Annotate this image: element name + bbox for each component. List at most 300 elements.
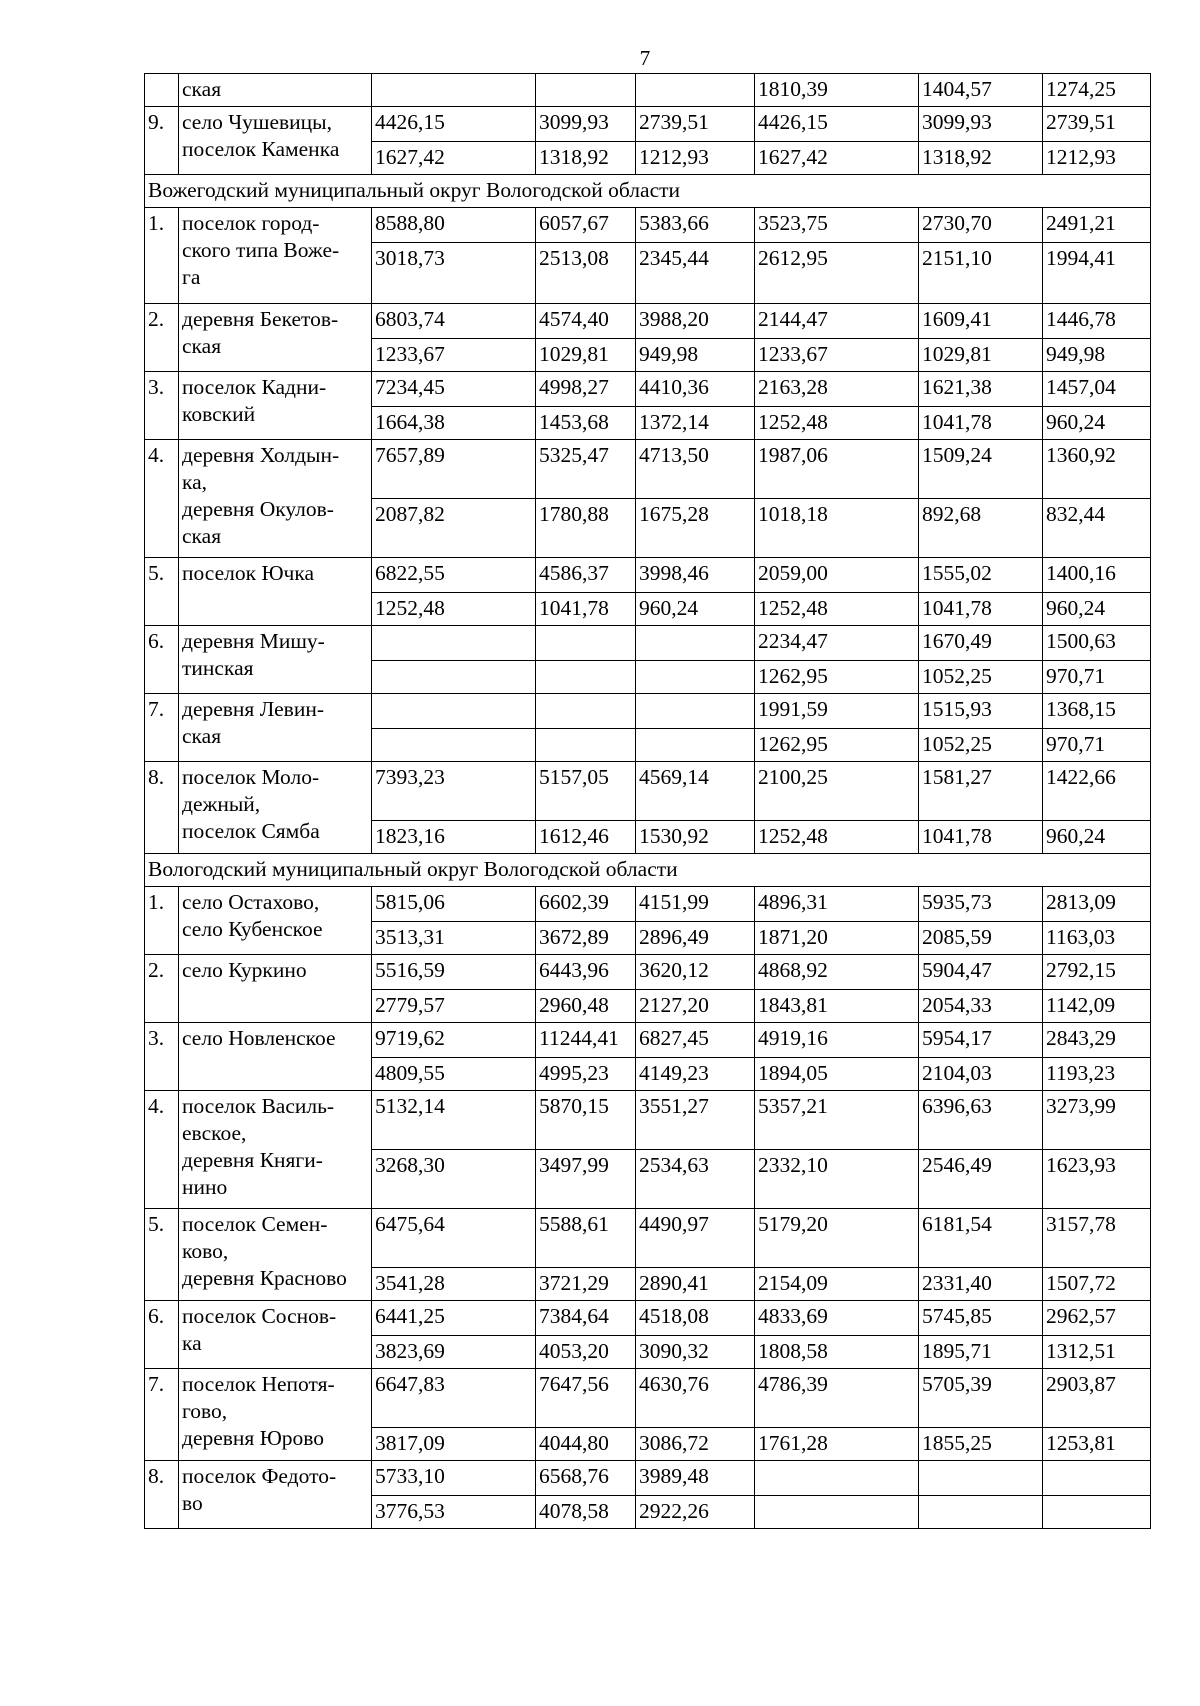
value-cell	[1043, 1496, 1151, 1529]
item-number: 9.	[145, 107, 179, 175]
value-cell: 960,24	[1043, 821, 1151, 854]
tariff-table	[144, 73, 1151, 1529]
value-cell: 2739,51	[636, 107, 755, 142]
value-cell: 1555,02	[919, 558, 1043, 593]
settlement-name-line: ково,	[182, 1239, 229, 1263]
value-cell: 2962,57	[1043, 1301, 1151, 1336]
value-cell: 2792,15	[1043, 955, 1151, 990]
value-cell: 1142,09	[1043, 990, 1151, 1023]
settlement-name-line: деревня Юрово	[182, 1426, 325, 1450]
value-cell	[636, 626, 755, 661]
value-cell: 6441,25	[372, 1301, 536, 1336]
value-cell: 3497,99	[536, 1150, 636, 1209]
value-cell: 1457,04	[1043, 372, 1151, 407]
value-cell: 892,68	[919, 499, 1043, 558]
value-cell: 2534,63	[636, 1150, 755, 1209]
value-cell: 5745,85	[919, 1301, 1043, 1336]
settlement-name	[179, 762, 372, 854]
value-cell: 4044,80	[536, 1428, 636, 1461]
value-cell: 4574,40	[536, 304, 636, 339]
value-cell: 3523,75	[755, 208, 919, 243]
value-cell: 4053,20	[536, 1336, 636, 1369]
value-cell: 960,24	[1043, 407, 1151, 440]
value-cell: 1052,25	[919, 661, 1043, 694]
value-cell: 1368,15	[1043, 694, 1151, 729]
value-cell: 1252,48	[372, 593, 536, 626]
value-cell: 8588,80	[372, 208, 536, 243]
settlement-name-line: ская	[182, 724, 222, 748]
settlement-name-line: село Остахово,	[182, 890, 320, 914]
settlement-name-line: деревня Мишу-	[182, 629, 325, 653]
item-number: 8.	[145, 1461, 179, 1529]
value-cell: 1041,78	[919, 821, 1043, 854]
settlement-name-line: ского типа Воже-	[182, 238, 340, 262]
value-cell: 3998,46	[636, 558, 755, 593]
value-cell: 4868,92	[755, 955, 919, 990]
value-cell: 2843,29	[1043, 1023, 1151, 1058]
settlement-name	[179, 107, 372, 175]
value-cell: 4149,23	[636, 1058, 755, 1091]
value-cell: 4151,99	[636, 887, 755, 922]
value-cell: 9719,62	[372, 1023, 536, 1058]
value-cell: 2890,41	[636, 1268, 755, 1301]
value-cell: 1052,25	[919, 729, 1043, 762]
value-cell: 960,24	[1043, 593, 1151, 626]
settlement-name-line: село Новленское	[182, 1026, 336, 1050]
value-cell	[636, 74, 755, 107]
value-cell: 6827,45	[636, 1023, 755, 1058]
settlement-name	[179, 626, 372, 694]
value-cell: 1823,16	[372, 821, 536, 854]
value-cell: 1163,03	[1043, 922, 1151, 955]
value-cell: 5815,06	[372, 887, 536, 922]
settlement-name	[179, 1369, 372, 1461]
value-cell	[536, 74, 636, 107]
value-cell: 960,24	[636, 593, 755, 626]
table-row	[145, 74, 1151, 107]
value-cell: 1212,93	[1043, 142, 1151, 175]
value-cell: 2730,70	[919, 208, 1043, 243]
value-cell: 2127,20	[636, 990, 755, 1023]
value-cell: 1627,42	[372, 142, 536, 175]
value-cell: 5870,15	[536, 1091, 636, 1150]
settlement-name	[179, 1461, 372, 1529]
value-cell: 7393,23	[372, 762, 536, 821]
value-cell: 1670,49	[919, 626, 1043, 661]
settlement-name-line: поселок Ючка	[182, 561, 315, 585]
value-cell: 1253,81	[1043, 1428, 1151, 1461]
value-cell: 3273,99	[1043, 1091, 1151, 1150]
table-row	[145, 372, 1151, 407]
value-cell: 4078,58	[536, 1496, 636, 1529]
table-row	[145, 626, 1151, 661]
value-cell: 1612,46	[536, 821, 636, 854]
item-number: 6.	[145, 1301, 179, 1369]
settlement-name-line: село Кубенское	[182, 917, 323, 941]
value-cell: 6822,55	[372, 558, 536, 593]
table-row	[145, 762, 1151, 821]
value-cell: 2896,49	[636, 922, 755, 955]
settlement-name-line: деревня Красново	[182, 1266, 347, 1290]
value-cell: 1252,48	[755, 821, 919, 854]
settlement-name-line: ка	[182, 1331, 202, 1355]
value-cell: 1780,88	[536, 499, 636, 558]
item-number: 5.	[145, 558, 179, 626]
value-cell: 2332,10	[755, 1150, 919, 1209]
value-cell: 1994,41	[1043, 243, 1151, 304]
value-cell: 2154,09	[755, 1268, 919, 1301]
value-cell: 3086,72	[636, 1428, 755, 1461]
value-cell: 832,44	[1043, 499, 1151, 558]
value-cell: 2960,48	[536, 990, 636, 1023]
value-cell: 1041,78	[919, 593, 1043, 626]
settlement-name	[179, 558, 372, 626]
value-cell	[372, 729, 536, 762]
value-cell: 949,98	[636, 339, 755, 372]
value-cell: 2903,87	[1043, 1369, 1151, 1428]
value-cell: 6057,67	[536, 208, 636, 243]
value-cell: 1623,93	[1043, 1150, 1151, 1209]
value-cell: 4410,36	[636, 372, 755, 407]
settlement-name-line: поселок Моло-	[182, 765, 320, 789]
value-cell: 3817,09	[372, 1428, 536, 1461]
value-cell: 1810,39	[755, 74, 919, 107]
value-cell: 4919,16	[755, 1023, 919, 1058]
value-cell: 1262,95	[755, 661, 919, 694]
value-cell: 2059,00	[755, 558, 919, 593]
value-cell: 1627,42	[755, 142, 919, 175]
value-cell: 1446,78	[1043, 304, 1151, 339]
table-row	[145, 1369, 1151, 1428]
value-cell	[372, 74, 536, 107]
value-cell: 1212,93	[636, 142, 755, 175]
value-cell: 2144,47	[755, 304, 919, 339]
value-cell: 1621,38	[919, 372, 1043, 407]
value-cell: 1404,57	[919, 74, 1043, 107]
value-cell: 1372,14	[636, 407, 755, 440]
item-number: 3.	[145, 372, 179, 440]
value-cell: 3513,31	[372, 922, 536, 955]
settlement-name-line: гово,	[182, 1399, 228, 1423]
value-cell: 1500,63	[1043, 626, 1151, 661]
value-cell: 1664,38	[372, 407, 536, 440]
value-cell: 5325,47	[536, 440, 636, 499]
value-cell: 5157,05	[536, 762, 636, 821]
settlement-name-line: село Куркино	[182, 958, 307, 982]
value-cell: 1400,16	[1043, 558, 1151, 593]
value-cell: 6443,96	[536, 955, 636, 990]
section-header-row	[145, 175, 1151, 208]
value-cell: 3099,93	[536, 107, 636, 142]
settlement-name-line: деревня Левин-	[182, 697, 324, 721]
settlement-name-line: деревня Княги-	[182, 1148, 323, 1172]
value-cell: 1581,27	[919, 762, 1043, 821]
value-cell: 5954,17	[919, 1023, 1043, 1058]
value-cell: 970,71	[1043, 661, 1151, 694]
value-cell: 11244,41	[536, 1023, 636, 1058]
settlement-name-line: во	[182, 1491, 203, 1515]
value-cell: 2739,51	[1043, 107, 1151, 142]
value-cell: 6803,74	[372, 304, 536, 339]
value-cell: 1233,67	[755, 339, 919, 372]
value-cell: 7657,89	[372, 440, 536, 499]
value-cell	[919, 1461, 1043, 1496]
value-cell: 1808,58	[755, 1336, 919, 1369]
value-cell: 3541,28	[372, 1268, 536, 1301]
settlement-name-line: ская	[182, 77, 222, 101]
value-cell: 1041,78	[919, 407, 1043, 440]
table-row	[145, 955, 1151, 990]
value-cell: 4630,76	[636, 1369, 755, 1428]
settlement-name-line: поселок Семен-	[182, 1212, 328, 1236]
value-cell: 2513,08	[536, 243, 636, 304]
value-cell: 1029,81	[919, 339, 1043, 372]
value-cell: 4713,50	[636, 440, 755, 499]
value-cell: 4518,08	[636, 1301, 755, 1336]
item-number: 4.	[145, 440, 179, 558]
settlement-name	[179, 372, 372, 440]
value-cell: 1855,25	[919, 1428, 1043, 1461]
value-cell	[536, 694, 636, 729]
value-cell: 3989,48	[636, 1461, 755, 1496]
value-cell: 2234,47	[755, 626, 919, 661]
value-cell: 1530,92	[636, 821, 755, 854]
item-number: 3.	[145, 1023, 179, 1091]
value-cell: 2054,33	[919, 990, 1043, 1023]
table-row	[145, 1209, 1151, 1268]
value-cell	[372, 661, 536, 694]
table-body	[145, 74, 1151, 1529]
value-cell	[755, 1461, 919, 1496]
table-row	[145, 558, 1151, 593]
settlement-name-line: поселок Непотя-	[182, 1372, 335, 1396]
value-cell: 3157,78	[1043, 1209, 1151, 1268]
table-row	[145, 1301, 1151, 1336]
value-cell: 3018,73	[372, 243, 536, 304]
value-cell: 4569,14	[636, 762, 755, 821]
value-cell: 2331,40	[919, 1268, 1043, 1301]
table-row	[145, 1091, 1151, 1150]
value-cell: 1274,25	[1043, 74, 1151, 107]
value-cell: 1360,92	[1043, 440, 1151, 499]
settlement-name	[179, 208, 372, 304]
settlement-name-line: поселок Кадни-	[182, 375, 327, 399]
section-header-row	[145, 854, 1151, 887]
settlement-name	[179, 1023, 372, 1091]
value-cell	[755, 1496, 919, 1529]
value-cell: 1318,92	[919, 142, 1043, 175]
value-cell: 6396,63	[919, 1091, 1043, 1150]
value-cell: 1675,28	[636, 499, 755, 558]
value-cell: 1312,51	[1043, 1336, 1151, 1369]
value-cell: 970,71	[1043, 729, 1151, 762]
settlement-name-line: деревня Холдын-	[182, 443, 340, 467]
settlement-name-line: поселок Василь-	[182, 1094, 335, 1118]
value-cell: 1895,71	[919, 1336, 1043, 1369]
settlement-name-line: поселок Каменка	[182, 137, 340, 161]
value-cell	[536, 729, 636, 762]
value-cell: 1987,06	[755, 440, 919, 499]
value-cell: 1991,59	[755, 694, 919, 729]
value-cell: 2085,59	[919, 922, 1043, 955]
value-cell: 2151,10	[919, 243, 1043, 304]
value-cell	[636, 729, 755, 762]
settlement-name-line: ковский	[182, 402, 256, 426]
value-cell: 1262,95	[755, 729, 919, 762]
value-cell: 5516,59	[372, 955, 536, 990]
value-cell: 1041,78	[536, 593, 636, 626]
value-cell: 1018,18	[755, 499, 919, 558]
settlement-name-line: тинская	[182, 656, 254, 680]
value-cell: 1233,67	[372, 339, 536, 372]
value-cell: 2087,82	[372, 499, 536, 558]
value-cell: 1507,72	[1043, 1268, 1151, 1301]
value-cell: 5904,47	[919, 955, 1043, 990]
settlement-name-line: евское,	[182, 1121, 247, 1145]
item-number: 2.	[145, 955, 179, 1023]
value-cell: 3551,27	[636, 1091, 755, 1150]
settlement-name-line: ская	[182, 524, 222, 548]
settlement-name-line: поселок город-	[182, 211, 320, 235]
value-cell: 2922,26	[636, 1496, 755, 1529]
value-cell: 1871,20	[755, 922, 919, 955]
item-number: 2.	[145, 304, 179, 372]
value-cell: 2100,25	[755, 762, 919, 821]
item-number: 5.	[145, 1209, 179, 1301]
section-title: Вожегодский муниципальный округ Вологодской области	[145, 175, 1151, 208]
item-number: 7.	[145, 1369, 179, 1461]
value-cell: 949,98	[1043, 339, 1151, 372]
value-cell: 4896,31	[755, 887, 919, 922]
value-cell: 4426,15	[755, 107, 919, 142]
value-cell: 3620,12	[636, 955, 755, 990]
settlement-name	[179, 955, 372, 1023]
settlement-name-line: деревня Бекетов-	[182, 307, 339, 331]
table-row	[145, 440, 1151, 499]
value-cell: 2163,28	[755, 372, 919, 407]
value-cell: 1252,48	[755, 407, 919, 440]
value-cell: 2779,57	[372, 990, 536, 1023]
settlement-name	[179, 440, 372, 558]
item-number: 7.	[145, 694, 179, 762]
value-cell: 7234,45	[372, 372, 536, 407]
settlement-name-line: поселок Федото-	[182, 1464, 337, 1488]
settlement-name-line: поселок Соснов-	[182, 1304, 337, 1328]
value-cell: 6647,83	[372, 1369, 536, 1428]
value-cell: 5705,39	[919, 1369, 1043, 1428]
settlement-name-line: дежный,	[182, 792, 261, 816]
settlement-name-line: деревня Окулов-	[182, 497, 334, 521]
value-cell: 2546,49	[919, 1150, 1043, 1209]
value-cell: 4809,55	[372, 1058, 536, 1091]
value-cell: 5132,14	[372, 1091, 536, 1150]
value-cell: 4786,39	[755, 1369, 919, 1428]
item-number: 8.	[145, 762, 179, 854]
value-cell: 2612,95	[755, 243, 919, 304]
table-row	[145, 208, 1151, 243]
value-cell: 5733,10	[372, 1461, 536, 1496]
value-cell: 5357,21	[755, 1091, 919, 1150]
item-number: 6.	[145, 626, 179, 694]
table-row	[145, 1461, 1151, 1496]
value-cell: 3090,32	[636, 1336, 755, 1369]
value-cell: 1029,81	[536, 339, 636, 372]
value-cell	[636, 661, 755, 694]
value-cell: 6181,54	[919, 1209, 1043, 1268]
value-cell: 2104,03	[919, 1058, 1043, 1091]
table-row	[145, 887, 1151, 922]
table-row	[145, 1023, 1151, 1058]
value-cell: 4995,23	[536, 1058, 636, 1091]
value-cell: 4998,27	[536, 372, 636, 407]
settlement-name	[179, 74, 372, 107]
value-cell: 4426,15	[372, 107, 536, 142]
settlement-name-line: село Чушевицы,	[182, 110, 333, 134]
table-row	[145, 304, 1151, 339]
value-cell: 2813,09	[1043, 887, 1151, 922]
settlement-name	[179, 1301, 372, 1369]
table-row	[145, 694, 1151, 729]
table-row	[145, 107, 1151, 142]
value-cell: 5383,66	[636, 208, 755, 243]
value-cell	[919, 1496, 1043, 1529]
settlement-name	[179, 887, 372, 955]
value-cell: 1422,66	[1043, 762, 1151, 821]
value-cell	[372, 694, 536, 729]
value-cell: 7647,56	[536, 1369, 636, 1428]
value-cell: 6602,39	[536, 887, 636, 922]
value-cell: 5179,20	[755, 1209, 919, 1268]
value-cell: 1761,28	[755, 1428, 919, 1461]
value-cell: 1193,23	[1043, 1058, 1151, 1091]
value-cell	[1043, 1461, 1151, 1496]
value-cell: 1318,92	[536, 142, 636, 175]
value-cell: 3988,20	[636, 304, 755, 339]
value-cell: 6475,64	[372, 1209, 536, 1268]
settlement-name	[179, 1209, 372, 1301]
value-cell: 4586,37	[536, 558, 636, 593]
value-cell: 6568,76	[536, 1461, 636, 1496]
item-number	[145, 74, 179, 107]
settlement-name	[179, 304, 372, 372]
value-cell: 4833,69	[755, 1301, 919, 1336]
value-cell: 2491,21	[1043, 208, 1151, 243]
settlement-name-line: га	[182, 265, 201, 289]
value-cell: 7384,64	[536, 1301, 636, 1336]
value-cell: 1894,05	[755, 1058, 919, 1091]
value-cell	[372, 626, 536, 661]
value-cell: 3721,29	[536, 1268, 636, 1301]
value-cell: 4490,97	[636, 1209, 755, 1268]
settlement-name-line: нино	[182, 1175, 228, 1199]
value-cell: 3099,93	[919, 107, 1043, 142]
settlement-name-line: ская	[182, 334, 222, 358]
item-number: 1.	[145, 208, 179, 304]
page-number: 7	[639, 46, 651, 70]
value-cell: 1509,24	[919, 440, 1043, 499]
section-title: Вологодский муниципальный округ Вологодской области	[145, 854, 1151, 887]
settlement-name	[179, 694, 372, 762]
value-cell: 1843,81	[755, 990, 919, 1023]
value-cell	[536, 626, 636, 661]
value-cell: 1453,68	[536, 407, 636, 440]
value-cell: 5935,73	[919, 887, 1043, 922]
item-number: 1.	[145, 887, 179, 955]
value-cell: 5588,61	[536, 1209, 636, 1268]
value-cell: 1609,41	[919, 304, 1043, 339]
item-number: 4.	[145, 1091, 179, 1209]
settlement-name	[179, 1091, 372, 1209]
